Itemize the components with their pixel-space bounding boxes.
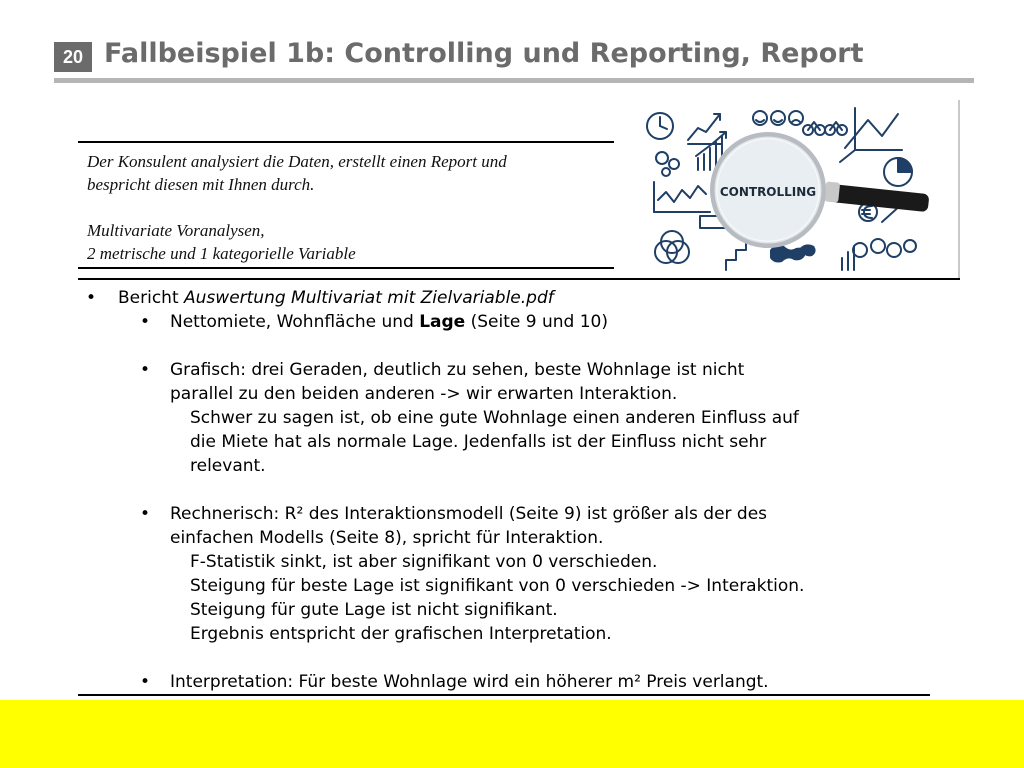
- report-filename: Auswertung Multivariat mit Zielvariable.pdf: [184, 288, 554, 308]
- intro-line-3: Multivariate Voranalysen,: [87, 221, 265, 240]
- computational-line-2: einfachen Modells (Seite 8), spricht für Interaktion.: [170, 528, 604, 548]
- slide-number-badge: [54, 42, 92, 72]
- bullet-mark: •: [140, 672, 151, 692]
- bullet-mark: •: [140, 504, 151, 524]
- computational-line-1: Rechnerisch: R² des Interaktionsmodell (Seite 9) ist größer als der des: [170, 504, 768, 524]
- clock-icon: [647, 113, 673, 139]
- bullet-interpretation: [80, 670, 940, 694]
- title-divider: [54, 78, 974, 83]
- gears-icon: [656, 152, 679, 176]
- computational-line-3: F-Statistik sinkt, ist aber signifikant von 0 verschieden.: [190, 552, 658, 572]
- intro-box: [78, 141, 614, 269]
- content-top-divider: [78, 278, 960, 280]
- bullet-graphical: [80, 358, 940, 382]
- content-bottom-divider: [78, 694, 930, 696]
- bullet-report: [80, 286, 940, 310]
- graphical-line-2: parallel zu den beiden anderen -> wir erwarten Interaktion.: [170, 384, 678, 404]
- intro-line-1: Der Konsulent analysiert die Daten, erstellt einen Report und: [87, 152, 507, 171]
- bullet-mark: •: [140, 360, 151, 380]
- intro-text: [87, 150, 507, 265]
- computational-line-5: Steigung für gute Lage ist nicht signifikant.: [190, 600, 558, 620]
- illustration-side-rule: [958, 100, 960, 280]
- magnifier-label: CONTROLLING: [719, 185, 817, 199]
- slide-title: Fallbeispiel 1b: Controlling und Reporting, Report: [104, 38, 864, 69]
- smileys-icon: [753, 111, 803, 125]
- spacer: [80, 478, 940, 502]
- pie-chart-icon: [884, 158, 912, 186]
- interpretation-line-1: Interpretation: Für beste Wohnlage wird ein höherer m² Preis verlangt.: [170, 672, 769, 692]
- slide-number: 20: [62, 46, 84, 67]
- report-prefix: Bericht: [118, 288, 185, 308]
- report-content: [80, 286, 940, 694]
- gears-group-icon: [853, 239, 916, 257]
- venn-diagram-icon: [655, 231, 689, 263]
- graphical-line-1: Grafisch: drei Geraden, deutlich zu sehen, beste Wohnlage ist nicht: [170, 360, 745, 380]
- spacer: [80, 334, 940, 358]
- controlling-doodle-graphic: [640, 100, 960, 280]
- intro-spacer: [87, 196, 507, 219]
- intro-line-4: 2 metrische und 1 kategorielle Variable: [87, 244, 356, 263]
- controlling-illustration: [640, 100, 960, 280]
- graphical-line-3: Schwer zu sagen ist, ob eine gute Wohnlage einen anderen Einfluss auf: [190, 408, 799, 428]
- bullet-mark: •: [140, 312, 151, 332]
- bullet-mark: •: [86, 288, 97, 308]
- bullet-variables: [80, 310, 940, 334]
- computational-line-4: Steigung für beste Lage ist signifikant von 0 verschieden -> Interaktion.: [190, 576, 805, 596]
- footer-bar: [0, 700, 1024, 768]
- variables-prefix: Nettomiete, Wohnfläche und: [170, 312, 420, 332]
- bullet-computational: [80, 502, 940, 526]
- spacer: [80, 646, 940, 670]
- computational-line-6: Ergebnis entspricht der grafischen Interpretation.: [190, 624, 612, 644]
- intro-line-2: bespricht diesen mit Ihnen durch.: [87, 175, 315, 194]
- axes-3d-icon: [840, 108, 902, 162]
- graphical-line-5: relevant.: [190, 456, 266, 476]
- bicycles-icon: [803, 122, 847, 135]
- line-chart-icon: [654, 182, 710, 212]
- graphical-line-4: die Miete hat als normale Lage. Jedenfalls ist der Einfluss nicht sehr: [190, 432, 767, 452]
- variables-bold: Lage: [419, 312, 466, 332]
- variables-suffix: (Seite 9 und 10): [465, 312, 608, 332]
